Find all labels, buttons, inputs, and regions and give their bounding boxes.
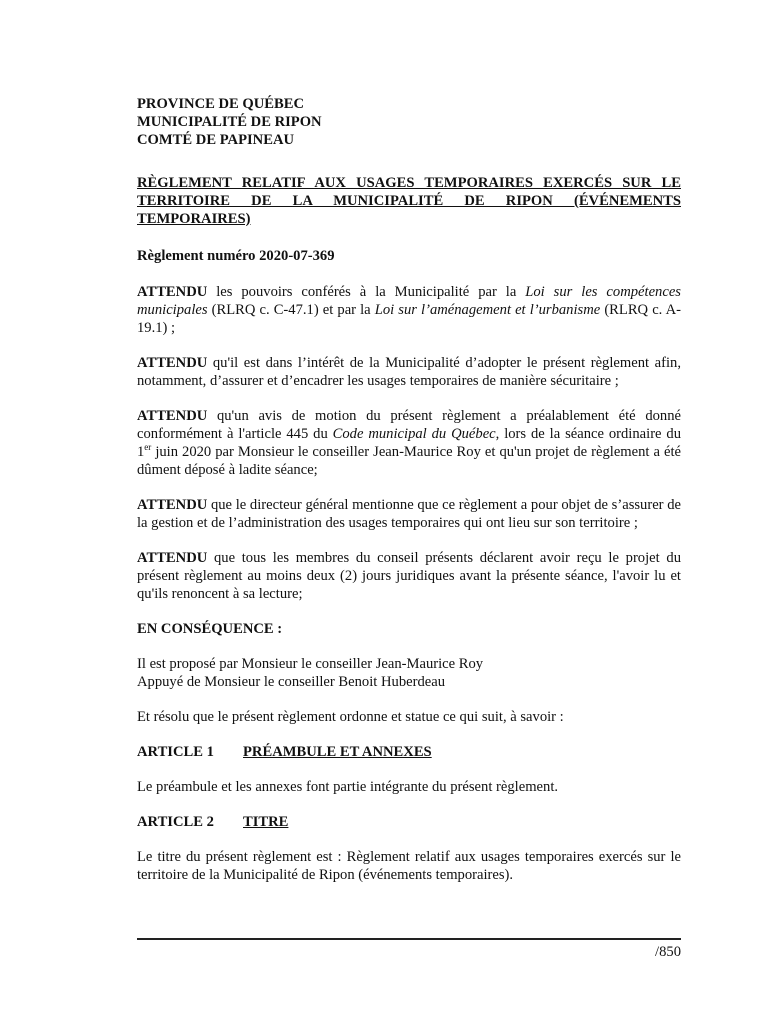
article-1-body: Le préambule et les annexes font partie intégrante du présent règlement.	[137, 779, 559, 795]
code-reference: Code municipal du Québec	[332, 426, 496, 442]
motion-block	[137, 655, 681, 691]
bylaw-number: Règlement numéro 2020-07-369	[137, 248, 335, 264]
law-reference: Loi sur les compétences municipales	[137, 284, 681, 318]
whereas-paragraph-4	[137, 496, 681, 532]
law-reference: Loi sur l’aménagement et l’urbanisme	[374, 302, 601, 318]
whereas-keyword: ATTENDU	[137, 408, 208, 424]
whereas-text: les pouvoirs conférés à la Municipalité par la	[207, 284, 526, 300]
article-title: TITRE	[243, 814, 289, 830]
article-title: PRÉAMBULE ET ANNEXES	[243, 744, 432, 760]
article-2-body: Le titre du présent règlement est : Règlement relatif aux usages temporaires exercés sur le territoire de la Municipalité de Ripon (événements temporaires).	[137, 849, 681, 883]
municipality-line: MUNICIPALITÉ DE RIPON	[137, 114, 322, 130]
resolution-statement: Et résolu que le présent règlement ordonne et statue ce qui suit, à savoir :	[137, 709, 564, 725]
whereas-paragraph-5	[137, 549, 681, 603]
whereas-paragraph-1	[137, 283, 681, 337]
proposed-by: Il est proposé par Monsieur le conseiller Jean-Maurice Roy	[137, 656, 484, 672]
whereas-text: (RLRQ c. C-47.1) et par la	[207, 302, 375, 318]
whereas-keyword: ATTENDU	[137, 550, 208, 566]
whereas-text: , lors de la séance ordinaire du 1	[137, 426, 682, 460]
article-1-heading	[137, 743, 681, 761]
page-number: /850	[655, 944, 681, 960]
whereas-text: qu'un avis de motion du présent règlement a préalablement été donné conformément à l'article 445 du	[137, 408, 681, 442]
bylaw-title-line-3: TEMPORAIRES)	[137, 211, 251, 227]
whereas-keyword: ATTENDU	[137, 497, 208, 513]
seconded-by: Appuyé de Monsieur le conseiller Benoit Huberdeau	[137, 674, 446, 690]
whereas-text: qu'il est dans l’intérêt de la Municipalité d’adopter le présent règlement afin, notamment, d’assurer et d’encadrer les usages temporaires de manière sécuritaire ;	[137, 355, 681, 389]
whereas-paragraph-2	[137, 354, 681, 390]
whereas-keyword: ATTENDU	[137, 355, 208, 371]
bylaw-title	[137, 174, 681, 228]
whereas-text: juin 2020 par Monsieur le conseiller Jean-Maurice Roy et qu'un projet de règlement a été dûment déposé à ladite séance;	[137, 444, 681, 478]
document-page	[137, 95, 681, 884]
article-2-heading	[137, 813, 681, 831]
footer-divider	[137, 938, 681, 940]
article-number: ARTICLE 1	[137, 744, 214, 760]
bylaw-title-line-2: TERRITOIRE DE LA MUNICIPALITÉ DE RIPON (ÉVÉNEMENTS	[137, 193, 681, 209]
bylaw-title-line-1: RÈGLEMENT RELATIF AUX USAGES TEMPORAIRES EXERCÉS SUR LE	[137, 175, 681, 191]
province-line: PROVINCE DE QUÉBEC	[137, 96, 305, 112]
article-number: ARTICLE 2	[137, 814, 214, 830]
consequence-heading: EN CONSÉQUENCE :	[137, 621, 283, 637]
whereas-text: que le directeur général mentionne que ce règlement a pour objet de s’assurer de la gestion et de l’administration des usages temporaires qui ont lieu sur son territoire ;	[137, 497, 681, 531]
whereas-keyword: ATTENDU	[137, 284, 208, 300]
county-line: COMTÉ DE PAPINEAU	[137, 132, 295, 148]
whereas-paragraph-3	[137, 407, 681, 479]
document-header	[137, 95, 681, 149]
ordinal-suffix: er	[144, 442, 152, 453]
whereas-text: (RLRQ c. A-19.1) ;	[137, 302, 681, 336]
whereas-text: que tous les membres du conseil présents déclarent avoir reçu le projet du présent règlement au moins deux (2) jours juridiques avant la présente séance, l'avoir lu et qu'ils renoncent à sa lecture;	[137, 550, 681, 602]
